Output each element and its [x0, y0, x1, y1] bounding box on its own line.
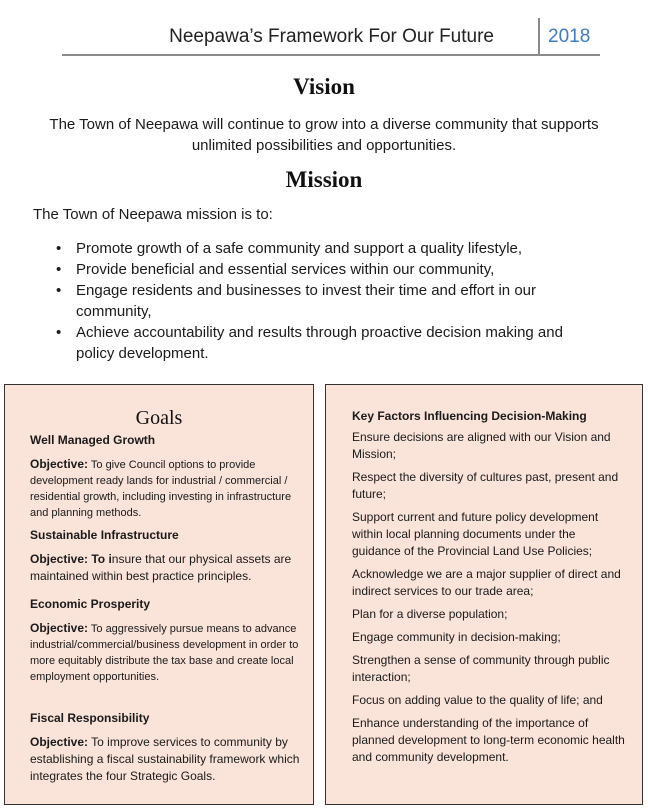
goal-objective [30, 456, 300, 521]
goal-heading: Well Managed Growth [30, 433, 156, 447]
mission-item [56, 280, 586, 322]
key-factor-item: Respect the diversity of cultures past, present and future; [352, 470, 619, 501]
vision-heading: Vision [293, 74, 355, 99]
objective-label: Objective [30, 457, 85, 471]
mission-item [56, 238, 586, 259]
goals-box [4, 384, 314, 805]
key-factor-item: Plan for a diverse population; [352, 607, 508, 621]
key-factor-item: Focus on adding value to the quality of life; and [352, 693, 603, 707]
mission-item [56, 322, 586, 364]
vision-text: The Town of Neepawa will continue to grow into a diverse community that supports unlimited possibilities and opportunities. [49, 116, 599, 154]
mission-intro: The Town of Neepawa mission is to: [33, 206, 273, 223]
mission-item-text: Promote growth of a safe community and support a quality lifestyle, [76, 240, 523, 257]
mission-heading: Mission [285, 167, 363, 192]
goal-heading: Fiscal Responsibility [30, 711, 150, 725]
objective-label: Objective: [30, 621, 89, 635]
bullet-icon: • [56, 282, 62, 299]
goal-block [30, 710, 300, 785]
mission-item-text: Provide beneficial and essential services within our community, [76, 261, 495, 278]
page-header [0, 18, 600, 54]
goal-objective [30, 551, 300, 585]
objective-text: To give Council options to provide development ready lands for industrial / commercial / residential growth, including investing in infrastructure and planning methods. [30, 459, 292, 519]
objective-text: To improve services to community by establishing a fiscal sustainability framework which integrates the four Strategic Goals. [30, 735, 300, 783]
objective-label: Objective: To i [30, 552, 112, 566]
key-factors-title: Key Factors Influencing Decision-Making [352, 409, 587, 423]
key-factors-box [325, 384, 643, 805]
header-year: 2018 [548, 26, 591, 47]
header-title: Neepawa’s Framework For Our Future [169, 26, 494, 47]
objective-label: Objective: [30, 735, 89, 749]
objective-text: To aggressively pursue means to advance industrial/commercial/business development in order to more equitably distribute the tax base and create local employment opportunities. [30, 623, 299, 683]
goal-objective [30, 734, 300, 785]
bullet-icon: • [56, 324, 62, 341]
key-factor-item: Enhance understanding of the importance of planned development to long-term economic health and community development. [352, 716, 625, 764]
key-factors-list [352, 429, 627, 772]
header-rule [62, 54, 600, 56]
goal-block [30, 527, 300, 585]
bullet-icon: • [56, 261, 62, 278]
mission-list [56, 238, 586, 364]
key-factor-item: Strengthen a sense of community through public interaction; [352, 653, 610, 684]
objective-sep: : [84, 457, 89, 471]
goal-block [30, 432, 300, 521]
mission-item-text: Engage residents and businesses to invest their time and effort in our community, [76, 282, 536, 320]
goal-heading: Economic Prosperity [30, 597, 151, 611]
key-factor-item: Support current and future policy development within local planning documents under the guidance of the Provincial Land Use Policies; [352, 510, 599, 558]
goal-objective [30, 620, 300, 685]
key-factor-item: Ensure decisions are aligned with our Vision and Mission; [352, 430, 611, 461]
header-divider [538, 18, 540, 54]
key-factor-item: Acknowledge we are a major supplier of direct and indirect services to our trade area; [352, 567, 621, 598]
mission-item [56, 259, 586, 280]
goals-title: Goals [135, 407, 183, 429]
mission-item-text: Achieve accountability and results through proactive decision making and policy development. [76, 324, 563, 362]
bullet-icon: • [56, 240, 62, 257]
goal-block [30, 596, 300, 685]
key-factor-item: Engage community in decision-making; [352, 630, 561, 644]
objective-text: nsure that our physical assets are maintained within best practice principles. [30, 552, 292, 583]
goal-heading: Sustainable Infrastructure [30, 528, 179, 542]
